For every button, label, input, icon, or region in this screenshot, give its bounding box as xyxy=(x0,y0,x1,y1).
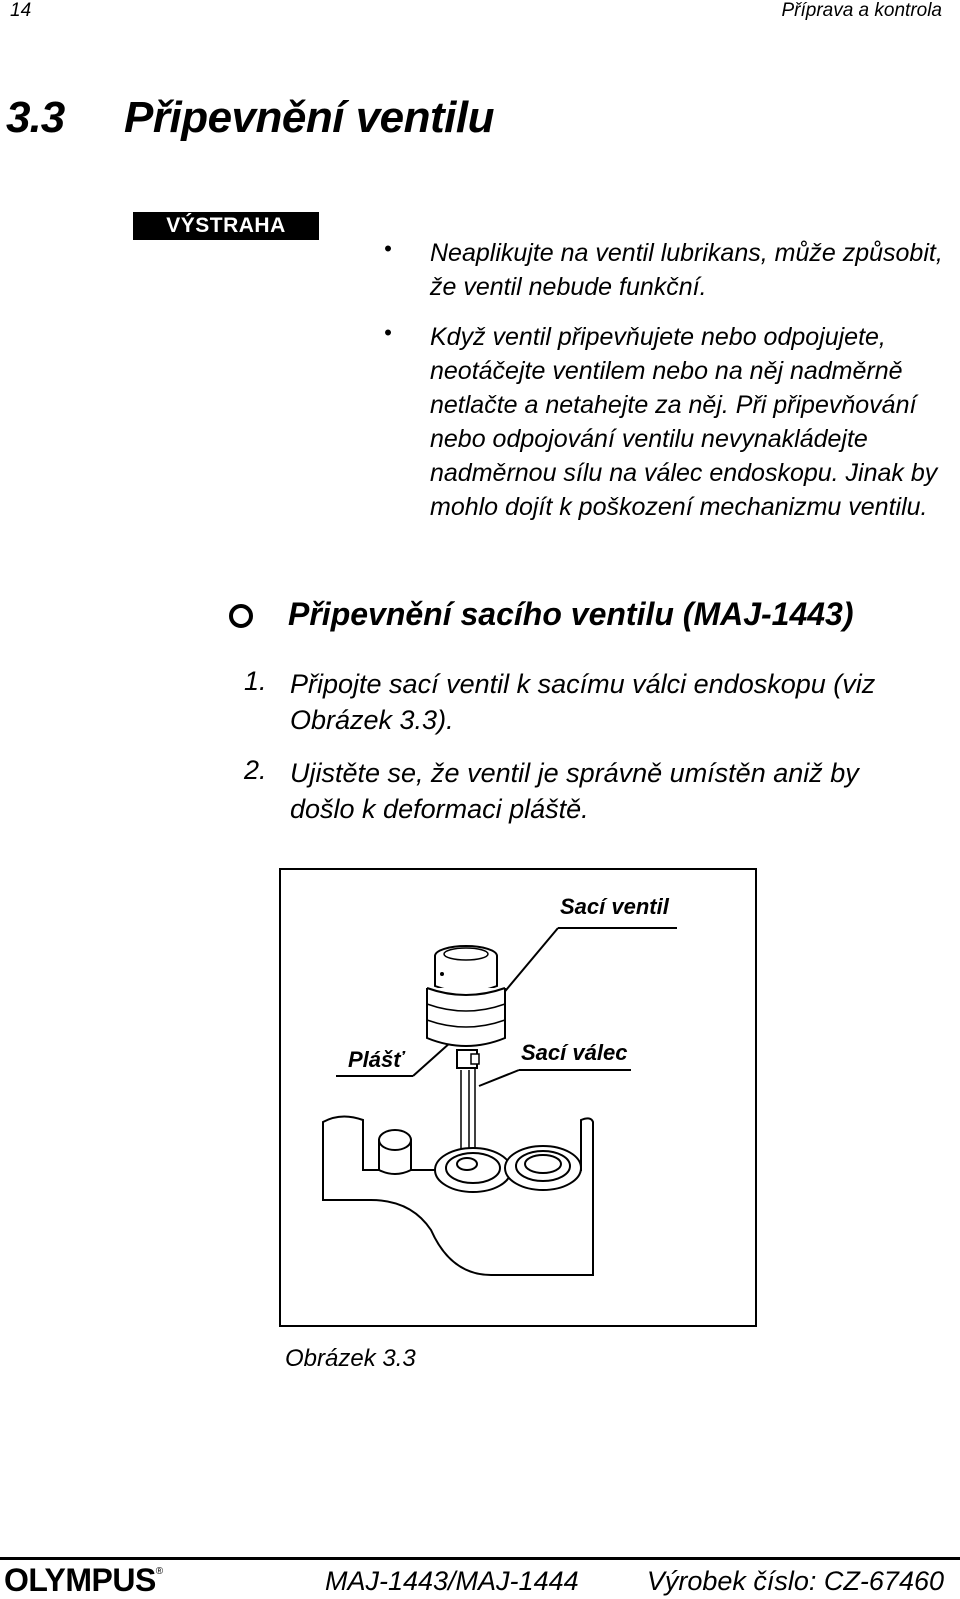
valve-illustration xyxy=(281,870,755,1325)
step-text: Připojte sací ventil k sacímu válci endoskopu (viz Obrázek 3.3). xyxy=(290,669,876,735)
brand-name: OLYMPUS xyxy=(4,1562,156,1598)
step-text: Ujistěte se, že ventil je správně umístěn aniž by došlo k deformaci pláště. xyxy=(290,758,859,824)
warning-item: Když ventil připevňujete nebo odpojujete, neotáčejte ventilem nebo na něj nadměrně netlačte a netahejte za něj. Při připevňování nebo odpojování ventilu nevynakládejte nadměrnou sílu na válec endoskopu. Jinak by mohlo dojít k poškození mechanizmu ventilu. xyxy=(430,323,938,521)
brand-logo xyxy=(4,1562,163,1599)
label-suction-cylinder: Sací válec xyxy=(521,1040,628,1065)
subsection-title: Připevnění sacího ventilu (MAJ-1443) xyxy=(288,596,854,632)
product-number: Výrobek číslo: CZ-67460 xyxy=(646,1566,944,1596)
figure-frame xyxy=(279,868,757,1327)
warning-badge: VÝSTRAHA xyxy=(133,212,319,240)
label-suction-valve: Sací ventil xyxy=(560,894,669,919)
section-number: 3.3 xyxy=(6,93,65,142)
bullet-icon: • xyxy=(384,320,392,345)
bullet-icon: • xyxy=(384,236,392,261)
circle-bullet-icon xyxy=(228,603,254,637)
step-number: 2. xyxy=(244,755,267,785)
label-sheath: Plášť xyxy=(348,1047,404,1072)
warning-item: Neaplikujte na ventil lubrikans, může způsobit, že ventil nebude funkční. xyxy=(430,239,943,301)
section-title: Připevnění ventilu xyxy=(124,93,494,142)
footer-divider xyxy=(0,1557,960,1560)
registered-mark: ® xyxy=(155,1566,163,1577)
running-header: Příprava a kontrola xyxy=(781,0,942,21)
model-number: MAJ-1443/MAJ-1444 xyxy=(325,1566,579,1596)
figure-caption: Obrázek 3.3 xyxy=(285,1345,416,1372)
step-number: 1. xyxy=(244,666,267,696)
page-number: 14 xyxy=(10,0,32,21)
